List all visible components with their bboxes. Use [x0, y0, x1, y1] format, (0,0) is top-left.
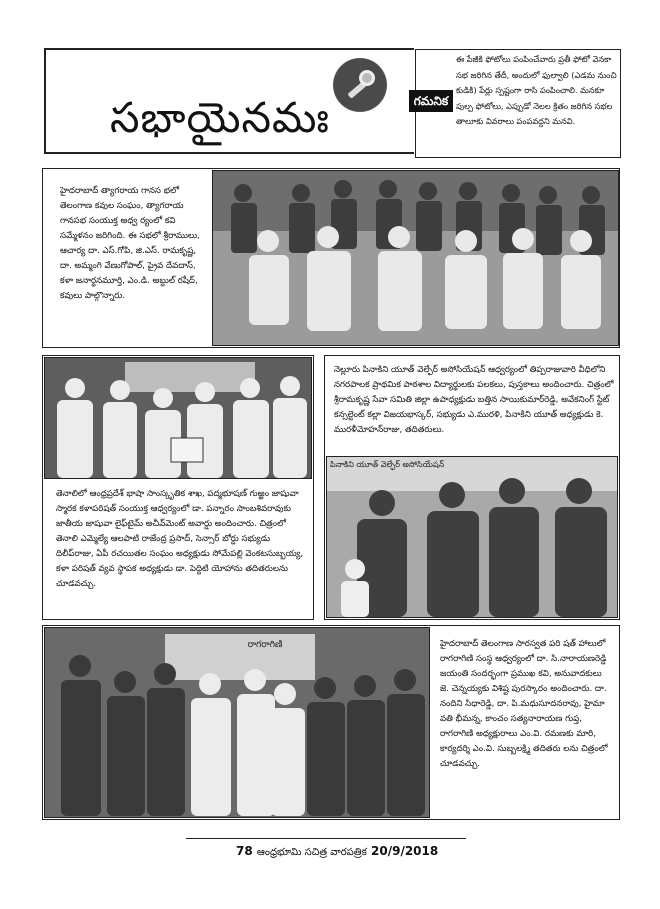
footer: [236, 842, 476, 860]
article-3-text: తెనాలిలో ఆంధ్రప్రదేశ్ భాషా సాంస్కృతిక శాఖ, పద్మభూషణ్ గుఱ్ఱం జాషువా స్మారక కళాపరిషత్ సంయుక్త ఆధ్వర్యంలో డా. పన్నారం సాంబశివరావుకు జాతీయ జాషువా లైఫ్‌టైమ్ అచీవ్‌మెంట్ అవార్డు అందించారు. చిత్రంలో తెనాలి ఎమ్మెల్యే ఆలపాటి రాజేంద్ర ప్రసాద్, సెన్సార్ బోర్డు సభ్యుడు దిలీప్‌రాజు, ఏపీ రచయితల సంఘం అధ్యక్షుడు సోమేపల్లి వెంకటసుబ్బయ్య, కళా పరిషత్ వ్యవ స్థాపక అధ్యక్షుడు డా. పెద్దిటి యోహాను తదితరులను చూడవచ్చు.: [56, 489, 304, 589]
header-rule-top: [44, 48, 414, 50]
footer-rule: [186, 838, 466, 839]
article-4-text: హైదరాబాద్ తెలంగాణ సారస్వత పరి షత్ హాలులో రాగరాగిణి సంస్థ ఆధ్వర్యంలో దా. సి.నారాయణరెడ్డి జయంతి సందర్భంగా ప్రముఖ కవి, అనువాదకులు జె. చెన్నయ్యకు విశిష్ట పురస్కారం అందించారు. దా. నందిని సిధారెడ్డి, దా. పి.మధుసూదనరావు, హైమా వతి భీమన్న, కాంచం సత్యనారాయణ గుప్త, రాగరాగిణి అధ్యక్షురాలు ఎం.వి. రమణకు మారి, కార్యదర్శి ఎం.వి. సుబ్బలక్ష్మి తదితరు లను చిత్రంలో చూడవచ్చు.: [440, 639, 608, 769]
page-title: సభాయైనమః: [110, 93, 330, 142]
notice-text: ఈ పేజీకి ఫోటోలు పంపించేవారు ప్రతీ ఫోటో వెనకా సభ జరిగిన తేదీ, అందులో ఫుల్వాలి (ఎడమ నుంచి కుడికి) పేర్లు స్పష్టంగా రాసి పంపించాలి. మనకూ పుల్ప ఫోటోలు, ఎప్పుడో నెలల క్రితం జరిగిన సభల తాలూకు వివరాలు పంపవద్దని మనవి.: [456, 54, 617, 126]
article-3-photo: [44, 357, 312, 479]
publication-name: ఆంధ్రభూమి సచిత్ర వారపత్రిక: [256, 847, 367, 858]
article-2-text: నెల్లూరు పినాకిని యూత్ వెల్ఫేర్ అసోసియేషన్ ఆధ్వర్యంలో తిప్పరాజువారి వీధిలోని నగరపాలక ప్రాథమిక పాఠశాల విద్యార్థులకు పలకలు, పుస్తకాలు అందించారు. చిత్రంలో శ్రీరామకృష్ణ సేవా సమితి జిల్లా ఉపాధ్యక్షుడు బత్తిన సాయికుమార్‌రెడ్డి, అవేకనింగ్ స్టేట్ కన్సల్టెంట్ కల్లా విజయభాస్కర్, సభ్యుడు ఎ.మురళి, పినాకిని యూత్ అధ్యక్షుడు కె. మురళీమోహన్‌రాజు, తదితరులు.: [334, 365, 614, 435]
notice-label: గమనిక: [409, 90, 453, 112]
publication-date: 20/9/2018: [371, 844, 439, 858]
header-rule-bottom: [44, 152, 414, 154]
article-4-banner-label: రాగరాగిణి: [247, 640, 283, 650]
article-1-text: హైదరాబాద్ త్యాగరాయ గానస భలో తెలంగాణ కవుల సంఘం, త్యాగరాయ గానసభ సంయుక్త అధ్వ ర్యంలో కవి సమ్మేళనం జరిగింది. ఈ సభలో శ్రీరాములు, ఆచార్య దా. ఎస్.గోపి, జి.ఎస్. రామకృష్ణ, దా. అమ్మంగి వేణుగోపాల్, ప్రైవ దేవదాస్, కళా జనార్ధనమూర్తి, ఎం.డి. అబ్దుల్ రషీద్, కవులు పాల్గొన్నారు.: [60, 186, 200, 301]
article-4-photo: [44, 627, 430, 818]
page-number: 78: [236, 844, 253, 858]
article-2-banner-label: పినాకిని యూత్ వెల్ఫేర్ అసోసియేషన్: [330, 460, 445, 469]
article-2-photo: [326, 456, 618, 618]
article-1-photo: [212, 170, 619, 346]
header-rule-left: [44, 48, 46, 153]
